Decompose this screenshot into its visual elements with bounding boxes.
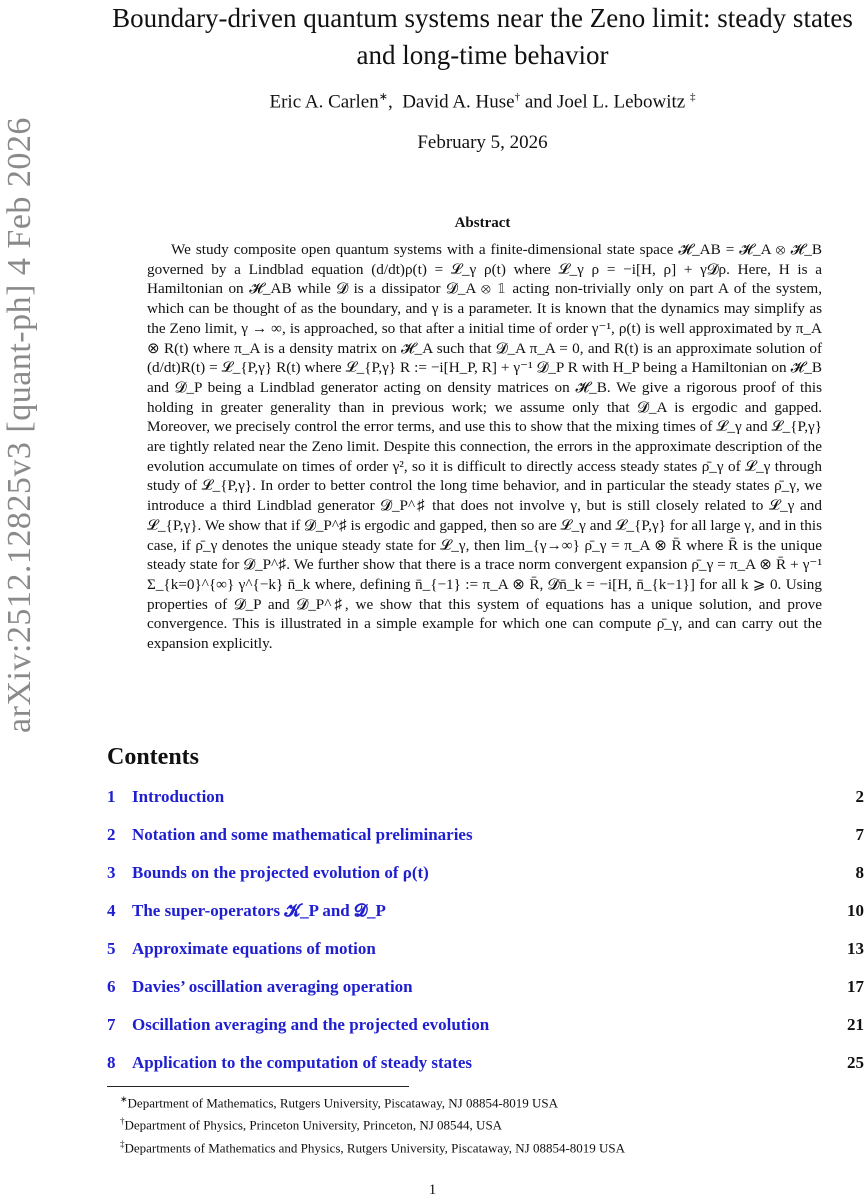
toc-page-number: 2 (855, 787, 864, 806)
toc-section-link[interactable]: Introduction (132, 787, 225, 806)
footnote-3 (120, 1135, 860, 1157)
footnotes (120, 1090, 860, 1157)
arxiv-id-text: arXiv:2512.12825v3 [quant-ph] 4 Feb 2026 (1, 117, 38, 733)
footnote-text: Departments of Mathematics and Physics, Rutgers University, Piscataway, NJ 08854-8019 USA (124, 1139, 626, 1155)
toc-entry-notation[interactable] (107, 825, 864, 863)
toc-section-link[interactable]: Davies’ oscillation averaging operation (132, 977, 413, 996)
toc-section-number: 6 (107, 977, 116, 996)
toc-section-number: 4 (107, 901, 116, 920)
toc-section-number: 8 (107, 1053, 116, 1072)
footnote-mark: † (120, 1116, 125, 1127)
toc-page-number: 25 (847, 1053, 864, 1072)
toc-entry-bounds[interactable] (107, 863, 864, 901)
toc-page-number: 13 (847, 939, 864, 958)
abstract-text: We study composite open quantum systems with a finite-dimensional state space 𝓗_AB = 𝓗_A ⊗ 𝓗_B governed by a Lindblad equation (d/dt)ρ(t) = 𝓛_γ ρ(t) where 𝓛_γ ρ = −i[H, ρ] + γ𝓓ρ. Here, H is a Hamiltonian on 𝓗_AB while 𝓓 is a dissipator 𝓓_A ⊗ 𝟙 acting non-trivially only on part A of the system, which can be thought of as the boundary, and γ is a parameter. It is known that the dynamics may simplify as the Zeno limit, γ → ∞, is approached, so that after a initial time of order γ⁻¹, ρ(t) is well approximated by π_A ⊗ R(t) where π_A is a density matrix on 𝓗_A such that 𝓓_A π_A = 0, and R(t) is an approximate solution of (d/dt)R(t) = 𝓛_{P,γ} R(t) where 𝓛_{P,γ} R := −i[H_P, R] + γ⁻¹ 𝓓_P R with H_P being a Hamiltonian on 𝓗_B and 𝓓_P being a Lindblad generator acting on density matrices on 𝓗_B. We give a rigorous proof of this holding in greater generality than in previous work; we assume only that 𝓓_A is ergodic and gapped. Moreover, we precisely control the error terms, and use this to show that the mixing times of 𝓛_γ and 𝓛_{P,γ} are tightly related near the Zeno limit. Despite this connection, the errors in the approximate description of the evolution accumulate on times of order γ², so it is difficult to directly access steady states ρ̄_γ of 𝓛_γ through study of 𝓛_{P,γ}. In order to better control the long time behavior, and in particular the steady states ρ̄_γ, we introduce a third Lindblad generator 𝓓_P^♯ that does not involve γ, but is still closely related to 𝓛_γ and 𝓛_{P,γ}. We show that if 𝓓_P^♯ is ergodic and gapped, then so are 𝓛_γ and 𝓛_{P,γ} for all large γ, and in this case, if ρ̄_γ denotes the unique steady state for 𝓛_γ, then lim_{γ→∞} ρ̄_γ = π_A ⊗ R̄ where R̄ is the unique steady state for 𝓓_P^♯. We further show that there is a trace norm convergent expansion ρ̄_γ = π_A ⊗ R̄ + γ⁻¹ Σ_{k=0}^{∞} γ^{−k} n̄_k where, defining n̄_{−1} := π_A ⊗ R̄, 𝓓n̄_k = −i[H, n̄_{k−1}] for all k ⩾ 0. Using properties of 𝓓_P and 𝓓_P^♯, we show that this system of equations has a unique solution, and prove convergence. This is illustrated in a simple example for which one can compute ρ̄_γ, and can carry out the expansion explicitly. (147, 241, 822, 653)
toc-page-number: 21 (847, 1015, 864, 1034)
toc-section-number: 5 (107, 939, 116, 958)
toc-section-number: 2 (107, 825, 116, 844)
abstract-heading: Abstract (454, 215, 511, 231)
toc-entry-equations-of-motion[interactable] (107, 939, 864, 977)
toc-entry-davies-averaging[interactable] (107, 977, 864, 1015)
author-huse: David A. Huse (402, 91, 515, 113)
toc-entry-introduction[interactable] (107, 787, 864, 825)
toc-section-link[interactable]: Notation and some mathematical preliminaries (132, 825, 473, 844)
footnote-2 (120, 1112, 860, 1134)
author-list: Eric A. Carlen∗, David A. Huse† and Joel L. Lebowitz ‡ (269, 91, 696, 113)
toc-entry-super-operators[interactable] (107, 901, 864, 939)
toc-section-link[interactable]: Application to the computation of steady states (132, 1053, 472, 1072)
toc-page-number: 17 (847, 977, 864, 996)
page-number: 1 (428, 1182, 437, 1198)
footnote-1 (120, 1090, 860, 1112)
author-mark-1: ∗ (378, 91, 388, 103)
author-lebowitz: Joel L. Lebowitz (557, 91, 686, 113)
author-mark-3: ‡ (690, 91, 696, 103)
toc-section-link[interactable]: Oscillation averaging and the projected evolution (132, 1015, 490, 1034)
table-of-contents (107, 787, 864, 1091)
author-conjunction: and (524, 91, 553, 113)
toc-section-link[interactable]: Bounds on the projected evolution of ρ(t) (132, 863, 429, 882)
toc-page-number: 8 (855, 863, 864, 882)
toc-section-link[interactable]: The super-operators 𝓚_P and 𝓓_P (132, 901, 386, 920)
contents-heading: Contents (107, 744, 200, 770)
toc-entry-oscillation-averaging[interactable] (107, 1015, 864, 1053)
footnote-text: Department of Mathematics, Rutgers University, Piscataway, NJ 08854-8019 USA (127, 1095, 559, 1111)
arxiv-identifier-stamp (0, 0, 40, 850)
footnote-rule (107, 1086, 409, 1087)
paper-title: Boundary-driven quantum systems near the Zeno limit: steady states and long-time behavior (112, 3, 853, 70)
toc-section-link[interactable]: Approximate equations of motion (132, 939, 376, 958)
footnote-text: Department of Physics, Princeton University, Princeton, NJ 08544, USA (124, 1117, 503, 1133)
author-mark-2: † (514, 91, 521, 103)
footnote-mark: ∗ (120, 1094, 128, 1104)
toc-section-number: 1 (107, 787, 116, 806)
toc-page-number: 7 (855, 825, 864, 844)
toc-page-number: 10 (847, 901, 864, 920)
footnote-mark: ‡ (120, 1138, 125, 1149)
author-carlen: Eric A. Carlen (269, 91, 379, 113)
paper-date: February 5, 2026 (417, 132, 548, 153)
toc-section-number: 3 (107, 863, 116, 882)
toc-section-number: 7 (107, 1015, 116, 1034)
